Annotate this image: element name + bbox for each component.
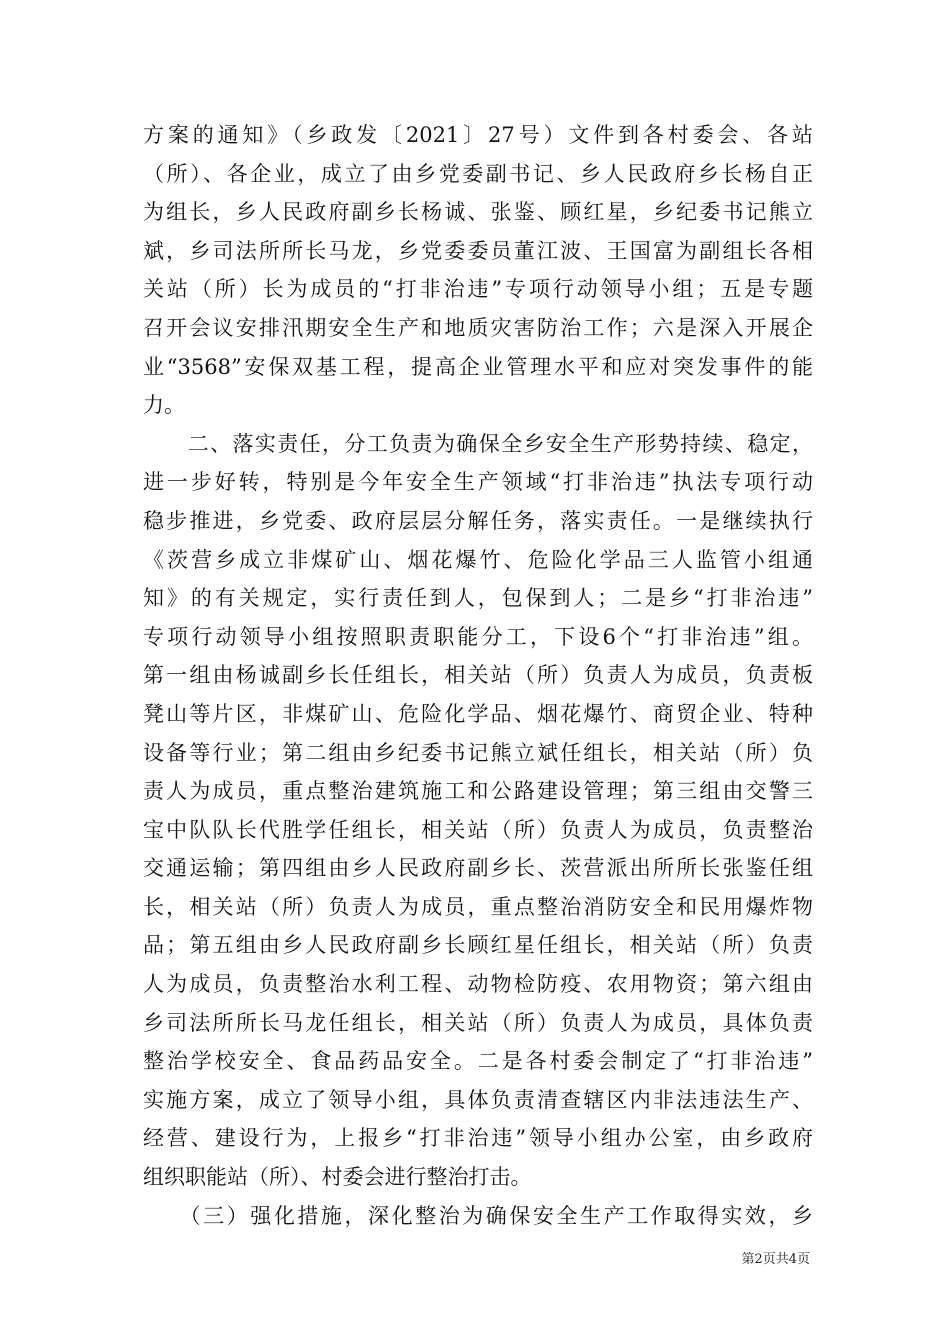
- text-line: 斌，乡司法所所长马龙，乡党委委员董江波、王国富为副组长各相: [143, 238, 813, 263]
- text-line: 方案的通知》（乡政发〔2021〕27号）文件到各村委会、各站: [143, 123, 813, 147]
- page-number: 第2页共4页: [741, 1252, 810, 1267]
- text-line: 召开会议安排汛期安全生产和地质灾害防治工作；六是深入开展企: [143, 315, 813, 340]
- text-line: 宝中队队长代胜学任组长，相关站（所）负责人为成员，负责整治: [143, 817, 813, 842]
- text-line: 交通运输；第四组由乡人民政府副乡长、茨营派出所所长张鉴任组: [143, 856, 813, 881]
- text-line: 《茨营乡成立非煤矿山、烟花爆竹、危险化学品三人监管小组通: [143, 547, 813, 572]
- text-line: 稳步推进，乡党委、政府层层分解任务，落实责任。一是继续执行: [143, 508, 813, 533]
- text-line: （三）强化措施，深化整治为确保安全生产工作取得实效，乡: [143, 1203, 813, 1228]
- text-line: 经营、建设行为，上报乡“打非治违”领导小组办公室，由乡政府: [143, 1126, 813, 1151]
- text-line: 知》的有关规定，实行责任到人，包保到人；二是乡“打非治违”: [143, 586, 813, 611]
- text-line: （所）、各企业，成立了由乡党委副书记、乡人民政府乡长杨自正: [143, 161, 813, 186]
- text-line: 为组长，乡人民政府副乡长杨诚、张鉴、顾红星，乡纪委书记熊立: [143, 200, 813, 225]
- text-line: 关站（所）长为成员的“打非治违”专项行动领导小组；五是专题: [143, 277, 813, 302]
- text-line: 长，相关站（所）负责人为成员，重点整治消防安全和民用爆炸物: [143, 894, 813, 919]
- text-line: 整治学校安全、食品药品安全。二是各村委会制定了“打非治违”: [143, 1049, 813, 1074]
- body-text: [143, 116, 813, 1235]
- text-line: 业“3568”安保双基工程，提高企业管理水平和应对突发事件的能: [143, 354, 813, 379]
- text-line: 组织职能站（所）、村委会进行整治打击。: [143, 1165, 532, 1190]
- text-line: 二、落实责任，分工负责为确保全乡安全生产形势持续、稳定，: [143, 431, 813, 456]
- text-line: 乡司法所所长马龙任组长，相关站（所）负责人为成员，具体负责: [143, 1010, 813, 1035]
- text-line: 实施方案，成立了领导小组，具体负责清查辖区内非法违法生产、: [143, 1087, 813, 1112]
- text-line: 力。: [143, 393, 185, 418]
- text-line: 人为成员，负责整治水利工程、动物检防疫、农用物资；第六组由: [143, 972, 813, 997]
- text-line: 第一组由杨诚副乡长任组长，相关站（所）负责人为成员，负责板: [143, 663, 813, 688]
- text-line: 凳山等片区，非煤矿山、危险化学品、烟花爆竹、商贸企业、特种: [143, 701, 813, 726]
- text-line: 专项行动领导小组按照职责职能分工，下设6个“打非治违”组。: [143, 624, 813, 649]
- text-line: 责人为成员，重点整治建筑施工和公路建设管理；第三组由交警三: [143, 779, 813, 804]
- text-line: 设备等行业；第二组由乡纪委书记熊立斌任组长，相关站（所）负: [143, 740, 813, 765]
- text-line: 进一步好转，特别是今年安全生产领域“打非治违”执法专项行动: [143, 470, 813, 495]
- text-line: 品；第五组由乡人民政府副乡长顾红星任组长，相关站（所）负责: [143, 933, 813, 958]
